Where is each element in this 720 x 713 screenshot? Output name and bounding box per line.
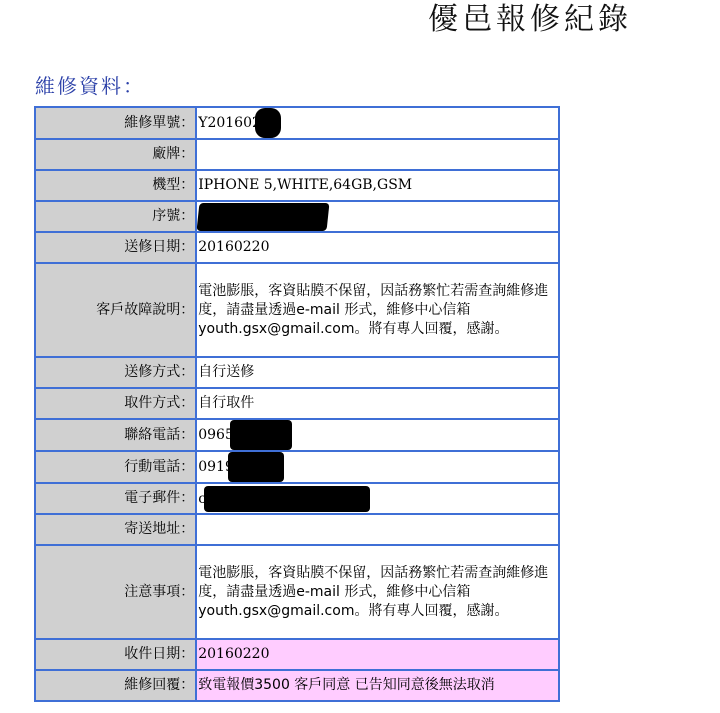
- value-notes: 電池膨脹，客資貼膜不保留，因話務繁忙若需查詢維修進度，請盡量透過e-mail 形式，維修中心信箱youth.gsx@gmail.com。將有專人回覆，感謝。: [197, 546, 558, 638]
- label-send-date: 送修日期：: [36, 233, 195, 262]
- redaction-mark: [228, 452, 284, 482]
- email-text: c: [198, 490, 207, 507]
- table-row-model: [36, 171, 558, 200]
- contact-phone-text: 0965: [198, 427, 234, 443]
- section-title: 維修資料：: [35, 74, 145, 98]
- table-row-receive-date: [36, 640, 558, 669]
- value-mobile-phone: [197, 452, 558, 482]
- label-model: 機型：: [36, 171, 195, 200]
- label-receive-date: 收件日期：: [36, 640, 195, 669]
- label-email: 電子郵件：: [36, 484, 195, 513]
- label-serial: 序號：: [36, 202, 195, 231]
- label-send-method: 送修方式：: [36, 358, 195, 387]
- redaction-mark: [197, 203, 330, 231]
- table-row-brand: [36, 140, 558, 169]
- value-send-method: 自行送修: [197, 358, 558, 387]
- redaction-mark: [204, 486, 370, 512]
- label-repair-reply: 維修回覆：: [36, 671, 195, 700]
- label-contact-phone: 聯絡電話：: [36, 420, 195, 450]
- value-send-date: 20160220: [197, 233, 558, 262]
- table-row-serial: [36, 202, 558, 231]
- table-row-pickup-method: [36, 389, 558, 418]
- value-fault-description: 電池膨脹，客資貼膜不保留，因話務繁忙若需查詢維修進度，請盡量透過e-mail 形式，維修中心信箱youth.gsx@gmail.com。將有專人回覆，感謝。: [197, 264, 558, 356]
- label-pickup-method: 取件方式：: [36, 389, 195, 418]
- table-row-repair-number: [36, 108, 558, 138]
- label-fault-description: 客戶故障說明：: [36, 264, 195, 356]
- table-row-address: [36, 515, 558, 544]
- label-brand: 廠牌：: [36, 140, 195, 169]
- value-repair-reply: 致電報價3500 客戶同意 已告知同意後無法取消: [197, 671, 558, 700]
- table-row-mobile-phone: [36, 452, 558, 482]
- label-notes: 注意事項：: [36, 546, 195, 638]
- value-address: [197, 515, 558, 544]
- value-pickup-method: 自行取件: [197, 389, 558, 418]
- repair-number-text: Y201602: [198, 115, 261, 131]
- table-row-fault-description: [36, 264, 558, 356]
- table-row-email: [36, 484, 558, 513]
- repair-record-table: [34, 106, 560, 702]
- page-title: 優邑報修紀錄: [428, 2, 632, 37]
- table-row-contact-phone: [36, 420, 558, 450]
- value-model: IPHONE 5,WHITE,64GB,GSM: [197, 171, 558, 200]
- table-row-notes: [36, 546, 558, 638]
- value-repair-number: [197, 108, 558, 138]
- value-receive-date: 20160220: [197, 640, 558, 669]
- value-serial: [197, 202, 558, 231]
- mobile-phone-text: 0919: [198, 459, 234, 475]
- table-row-repair-reply: [36, 671, 558, 700]
- label-mobile-phone: 行動電話：: [36, 452, 195, 482]
- value-contact-phone: [197, 420, 558, 450]
- label-repair-number: 維修單號：: [36, 108, 195, 138]
- value-email: [197, 484, 558, 513]
- table-row-send-date: [36, 233, 558, 262]
- table-row-send-method: [36, 358, 558, 387]
- value-brand: [197, 140, 558, 169]
- redaction-mark: [230, 420, 292, 450]
- label-address: 寄送地址：: [36, 515, 195, 544]
